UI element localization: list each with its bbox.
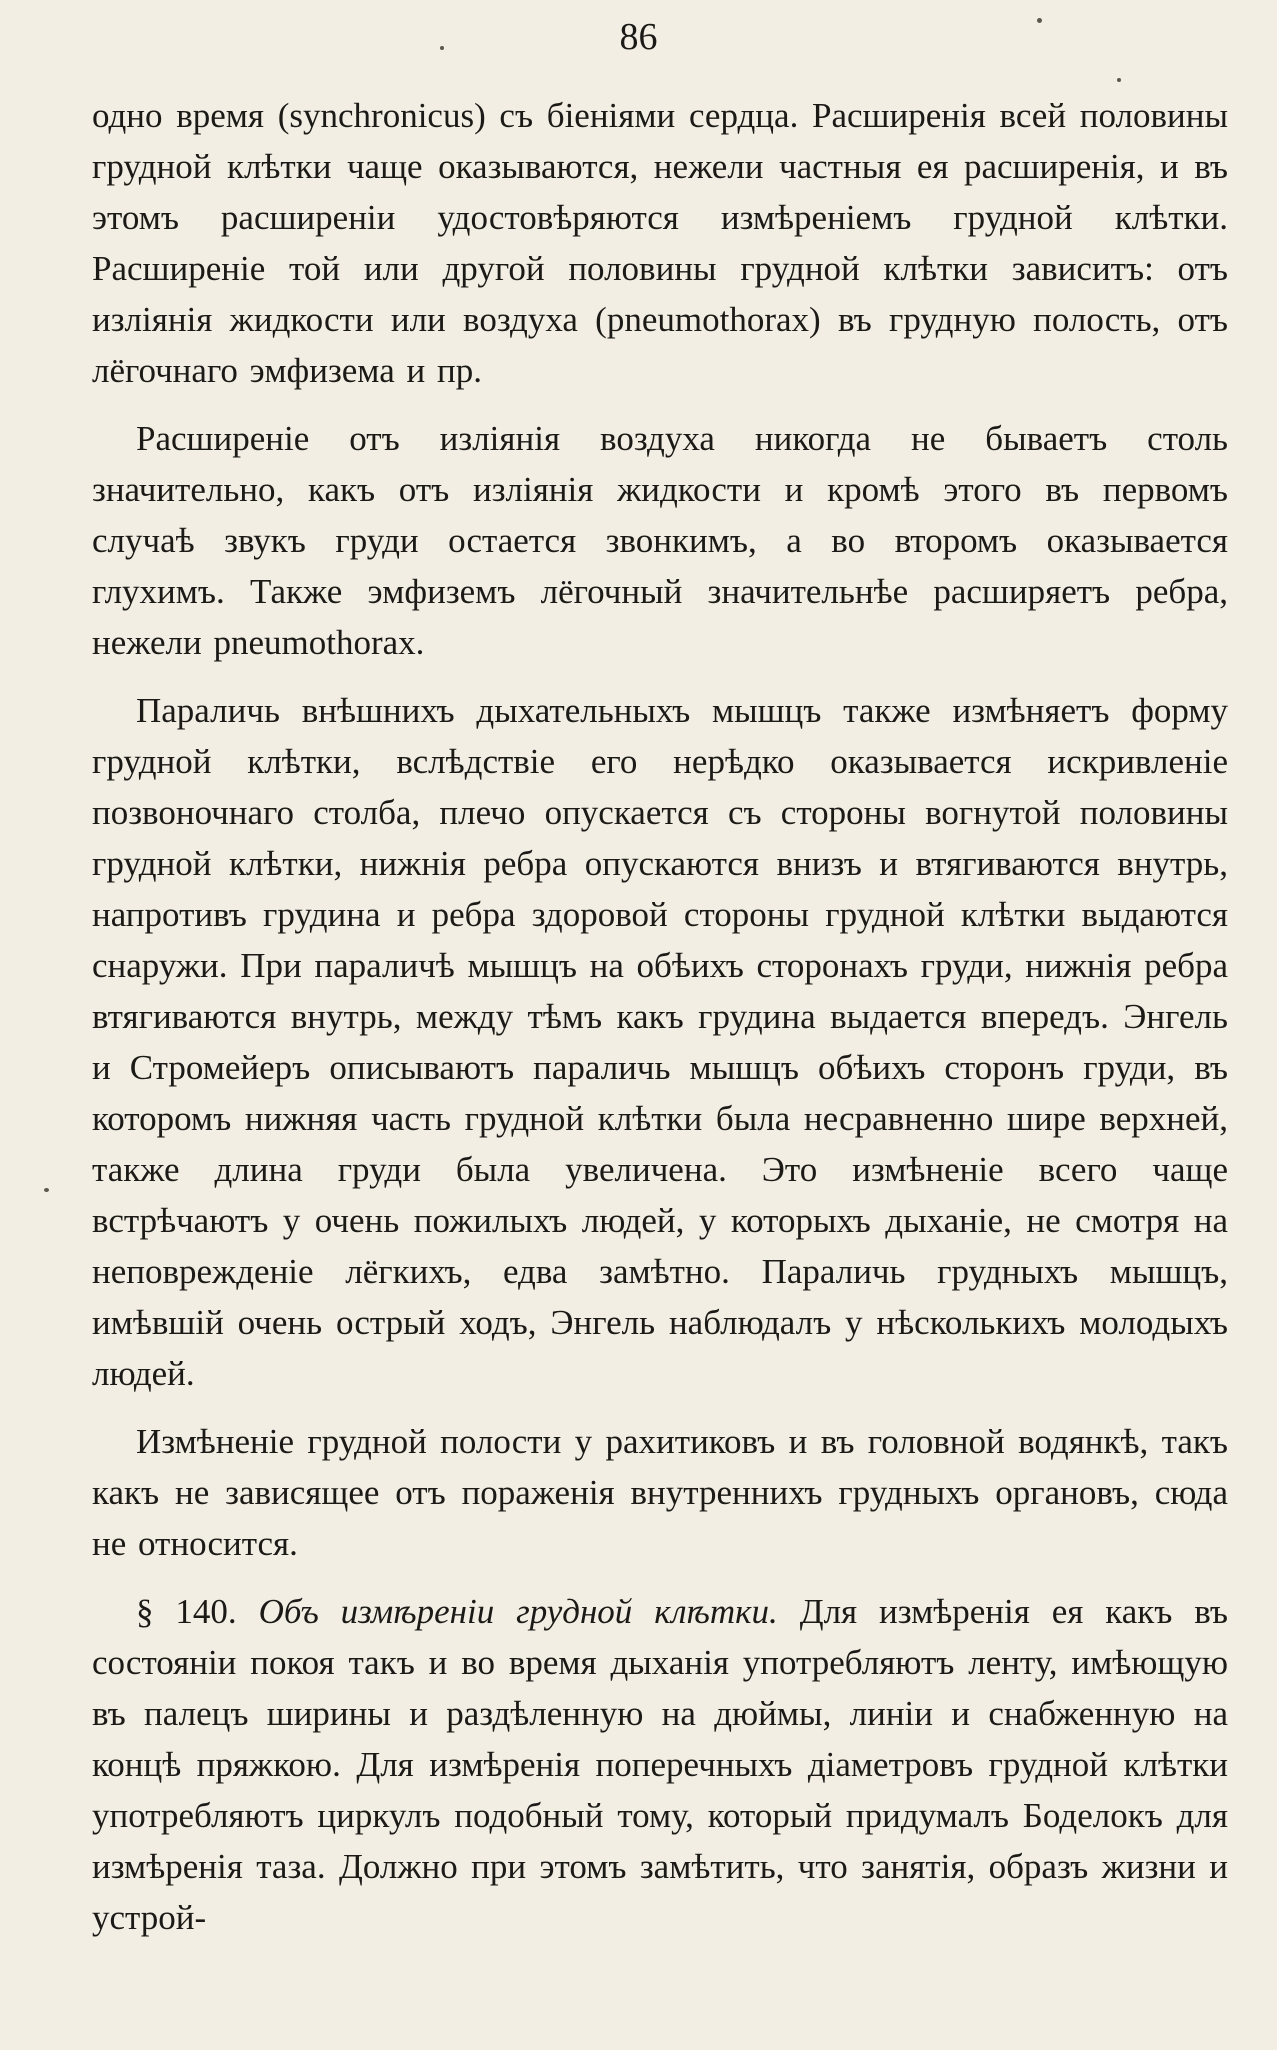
section-number: § 140. bbox=[136, 1592, 237, 1631]
section-140 bbox=[92, 1586, 1228, 1943]
paragraph-rachitis: Измѣненіе грудной полости у рахитиковъ и въ головной водянкѣ, такъ какъ не зависящее отъ пораженія внутреннихъ грудныхъ органовъ, сюда не относится. bbox=[92, 1422, 1228, 1563]
print-speck bbox=[44, 1188, 49, 1192]
print-speck bbox=[1117, 78, 1121, 82]
print-speck bbox=[440, 46, 444, 50]
paragraph-muscle-paralysis: Параличь внѣшнихъ дыхательныхъ мышцъ также измѣняетъ форму грудной клѣтки, вслѣдствіе его нерѣдко оказывается искривленіе позвоночнаго столба, плечо опускается съ стороны вогнутой половины грудной клѣтки, нижнія ребра опускаются внизъ и втягиваются внутрь, напротивъ грудина и ребра здоровой стороны грудной клѣтки выдаются снаружи. При параличѣ мышцъ на обѣихъ сторонахъ груди, нижнія ребра втягиваются внутрь, между тѣмъ какъ грудина выдается впередъ. Энгель и Стромейеръ описываютъ параличь мышцъ обѣихъ сторонъ груди, въ которомъ нижняя часть грудной клѣтки была несравненно шире верхней, также длина груди была увеличена. Это измѣненіе всего чаще встрѣчаютъ у очень пожилыхъ людей, у которыхъ дыханіе, не смотря на неповрежденіе лёгкихъ, едва замѣтно. Параличь грудныхъ мышцъ, имѣвшій очень острый ходъ, Энгель наблюдалъ у нѣсколькихъ молодыхъ людей. bbox=[92, 691, 1228, 1393]
page-number: 86 bbox=[619, 16, 658, 58]
section-title: Объ измѣреніи грудной клѣтки. bbox=[258, 1592, 778, 1631]
section-text: Для измѣренія ея какъ въ состояніи покоя такъ и во время дыханія употребляютъ ленту, имѣющую въ палецъ ширины и раздѣленную на дюймы, линіи и снабженную на концѣ пряжкою. Для измѣренія поперечныхъ діаметровъ грудной клѣтки употребляютъ циркулъ подобный тому, который придумалъ Боделокъ для измѣренія таза. Должно при этомъ замѣтить, что занятія, образъ жизни и устрой- bbox=[92, 1592, 1229, 1937]
paragraph-continued: одно время (synchronicus) съ біеніями сердца. Расширенія всей половины грудной клѣтки чаще оказываются, нежели частныя ея расширенія, и въ этомъ расширеніи удостовѣряются измѣреніемъ грудной клѣтки. Расширеніе той или другой половины грудной клѣтки зависитъ: отъ изліянія жидкости или воздуха (pneumothorax) въ грудную полость, отъ лёгочнаго эмфизема и пр. bbox=[92, 96, 1228, 390]
paragraph-air-effusion: Расширеніе отъ изліянія воздуха никогда не бываетъ столь значительно, какъ отъ изліянія жидкости и кромѣ этого въ первомъ случаѣ звукъ груди остается звонкимъ, а во второмъ оказывается глухимъ. Также эмфиземъ лёгочный значительнѣе расширяетъ ребра, нежели pneumothorax. bbox=[92, 419, 1228, 662]
text-column bbox=[92, 90, 1228, 1943]
print-speck bbox=[1037, 18, 1042, 23]
